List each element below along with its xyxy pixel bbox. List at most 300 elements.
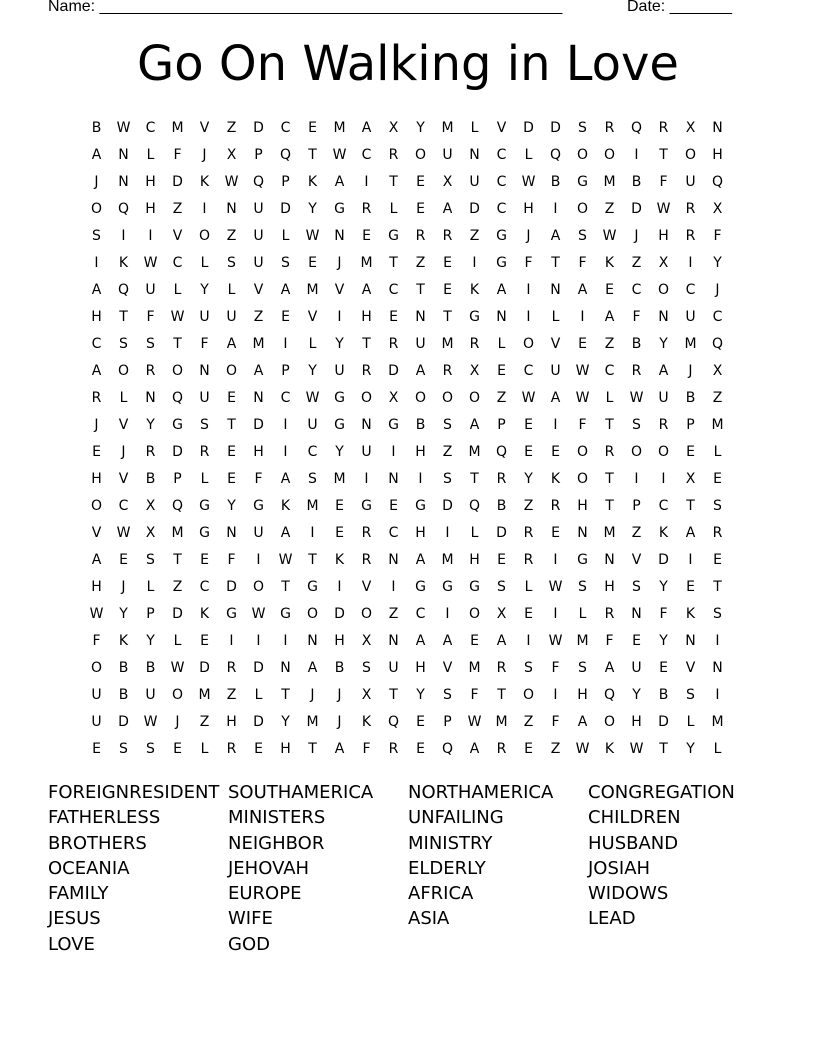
grid-letter: J [94,173,99,190]
grid-letter: D [334,605,345,622]
grid-letter: B [685,389,696,406]
grid-letter: E [578,335,587,352]
grid-letter: R [658,416,669,433]
grid-letter: D [631,200,642,217]
word-list-item: AFRICA [408,883,474,905]
grid-letter: E [389,497,398,514]
grid-letter: J [526,227,531,244]
grid-letter: X [712,200,723,217]
word-list-item [408,932,588,957]
grid-letter: H [145,173,156,190]
grid-row [83,357,731,384]
word-search-grid [83,114,731,762]
grid-letter: O [684,146,697,163]
grid-letter: M [198,686,211,703]
grid-row [83,519,731,546]
grid-letter: M [441,335,454,352]
grid-letter: E [416,200,425,217]
grid-letter: E [92,740,101,757]
grid-letter: Z [523,497,534,514]
grid-letter: S [119,335,128,352]
grid-letter: O [576,443,589,460]
grid-letter: H [577,686,588,703]
grid-letter: O [441,389,454,406]
grid-row [83,546,731,573]
word-list-item: WIFE [228,908,273,930]
grid-letter: N [469,146,480,163]
grid-letter: F [605,632,614,649]
grid-letter: H [415,443,426,460]
word-list-item [588,932,768,957]
grid-letter: Q [252,173,265,190]
grid-letter: L [524,578,533,595]
grid-letter: V [334,281,345,298]
grid-letter: E [200,551,209,568]
grid-letter: J [202,146,207,163]
grid-letter: C [523,362,534,379]
grid-letter: D [658,551,669,568]
grid-letter: W [629,740,644,757]
grid-letter: J [121,578,126,595]
grid-letter: L [308,335,317,352]
grid-letter: N [226,200,237,217]
grid-letter: H [712,146,723,163]
name-field-label: Name: ____________________________________________________ [48,0,563,15]
grid-letter: G [253,497,264,514]
grid-letter: E [524,605,533,622]
grid-letter: U [226,308,237,325]
grid-letter: R [496,659,507,676]
grid-letter: Y [335,443,344,460]
grid-letter: M [684,335,697,352]
grid-letter: K [550,470,561,487]
grid-letter: Z [253,308,264,325]
grid-letter: T [416,281,425,298]
grid-letter: W [575,740,590,757]
grid-letter: D [550,119,561,136]
grid-letter: X [469,362,480,379]
grid-letter: R [361,551,372,568]
grid-letter: K [604,254,615,271]
grid-letter: Q [630,119,643,136]
grid-letter: W [170,308,185,325]
grid-letter: J [337,254,342,271]
grid-letter: R [604,605,615,622]
grid-letter: R [469,335,480,352]
grid-letter: A [442,632,453,649]
grid-letter: L [686,713,695,730]
grid-letter: T [470,470,479,487]
grid-letter: S [362,659,371,676]
grid-letter: J [634,227,639,244]
grid-letter: H [577,497,588,514]
word-list-item: CONGREGATION [588,782,735,803]
grid-letter: L [200,254,209,271]
grid-row [83,411,731,438]
grid-letter: C [415,605,426,622]
grid-letter: L [524,146,533,163]
grid-letter: U [469,173,480,190]
grid-letter: D [118,713,129,730]
grid-letter: O [468,605,481,622]
grid-letter: F [659,173,668,190]
grid-letter: R [388,740,399,757]
grid-letter: T [551,254,560,271]
grid-letter: I [418,470,423,487]
grid-letter: W [89,605,104,622]
grid-letter: E [524,740,533,757]
grid-letter: W [656,200,671,217]
grid-letter: S [578,578,587,595]
word-list-item: NORTHAMERICA [408,782,554,803]
grid-letter: U [91,713,102,730]
grid-letter: K [685,605,696,622]
grid-letter: L [119,389,128,406]
page-title: Go On Walking in Love [137,36,679,92]
grid-letter: T [389,686,398,703]
worksheet-header [48,0,748,20]
grid-letter: W [143,713,158,730]
grid-letter: Q [117,281,130,298]
grid-letter: E [119,551,128,568]
grid-letter: Q [441,740,454,757]
grid-row [83,708,731,735]
grid-letter: H [415,524,426,541]
grid-letter: L [551,308,560,325]
grid-letter: I [310,524,315,541]
grid-letter: S [281,254,290,271]
grid-letter: R [415,227,426,244]
grid-letter: E [389,308,398,325]
grid-row [83,438,731,465]
grid-letter: I [526,308,531,325]
grid-letter: U [145,281,156,298]
grid-letter: U [199,389,210,406]
grid-letter: D [226,578,237,595]
grid-letter: H [415,659,426,676]
grid-letter: D [442,497,453,514]
grid-letter: I [364,173,369,190]
grid-letter: N [361,416,372,433]
grid-letter: R [550,497,561,514]
grid-letter: U [388,659,399,676]
grid-letter: E [335,524,344,541]
grid-letter: U [361,443,372,460]
grid-letter: N [577,524,588,541]
grid-letter: N [712,119,723,136]
grid-letter: A [550,227,561,244]
grid-letter: L [173,281,182,298]
grid-letter: N [550,281,561,298]
grid-letter: X [496,605,507,622]
grid-letter: S [227,254,236,271]
grid-letter: J [121,443,126,460]
grid-letter: A [604,659,615,676]
grid-letter: L [470,119,479,136]
grid-letter: A [604,308,615,325]
grid-letter: E [416,713,425,730]
grid-letter: A [307,659,318,676]
grid-letter: L [227,281,236,298]
grid-letter: Q [117,200,130,217]
grid-letter: G [388,227,399,244]
grid-letter: Y [308,200,317,217]
grid-letter: C [388,281,399,298]
grid-letter: I [553,551,558,568]
grid-letter: A [361,281,372,298]
grid-letter: Q [279,146,292,163]
grid-letter: G [334,200,345,217]
grid-letter: E [173,740,182,757]
grid-letter: R [496,470,507,487]
grid-letter: O [90,497,103,514]
grid-letter: Z [172,200,183,217]
grid-letter: E [308,119,317,136]
grid-letter: W [116,524,131,541]
grid-letter: W [629,389,644,406]
grid-letter: E [443,254,452,271]
grid-letter: I [553,416,558,433]
grid-letter: I [580,308,585,325]
grid-letter: N [712,659,723,676]
grid-letter: M [360,254,373,271]
grid-letter: N [253,389,264,406]
grid-letter: O [576,146,589,163]
grid-letter: X [442,173,453,190]
grid-letter: C [658,497,669,514]
grid-letter: K [118,254,129,271]
grid-letter: V [307,308,318,325]
grid-letter: W [305,389,320,406]
grid-letter: T [686,497,695,514]
grid-letter: K [280,497,291,514]
grid-letter: F [173,146,182,163]
grid-letter: K [199,605,210,622]
grid-letter: Q [603,686,616,703]
grid-letter: I [634,146,639,163]
grid-letter: Z [388,605,399,622]
grid-letter: G [496,227,507,244]
grid-letter: L [173,632,182,649]
grid-row [83,276,731,303]
grid-letter: Z [226,119,237,136]
grid-letter: K [361,713,372,730]
grid-letter: T [659,740,668,757]
grid-letter: S [578,659,587,676]
grid-letter: T [308,551,317,568]
grid-letter: S [578,119,587,136]
grid-letter: E [470,632,479,649]
grid-letter: U [307,416,318,433]
grid-letter: A [226,335,237,352]
grid-letter: A [577,281,588,298]
grid-letter: I [121,227,126,244]
grid-letter: Y [335,335,344,352]
grid-letter: E [713,551,722,568]
grid-letter: K [334,551,345,568]
grid-letter: P [281,362,290,379]
grid-letter: C [280,389,291,406]
grid-letter: O [630,443,643,460]
grid-letter: X [712,362,723,379]
grid-letter: W [521,389,536,406]
grid-row [83,330,731,357]
grid-letter: A [253,362,264,379]
grid-letter: Y [713,254,722,271]
grid-letter: D [172,173,183,190]
grid-letter: A [469,416,480,433]
grid-letter: D [172,605,183,622]
grid-letter: R [388,335,399,352]
grid-letter: V [685,659,696,676]
grid-letter: Y [146,632,155,649]
grid-letter: E [416,173,425,190]
grid-letter: O [252,578,265,595]
grid-letter: C [361,146,372,163]
grid-letter: W [251,605,266,622]
grid-row [83,627,731,654]
grid-letter: N [280,659,291,676]
grid-letter: E [227,443,236,460]
grid-letter: A [280,524,291,541]
grid-letter: Y [659,632,668,649]
grid-letter: G [388,416,399,433]
grid-letter: K [604,740,615,757]
grid-letter: C [145,119,156,136]
word-list-item: UNFAILING [408,807,504,829]
grid-letter: I [688,254,693,271]
grid-letter: D [388,362,399,379]
grid-letter: R [685,227,696,244]
grid-letter: I [526,632,531,649]
grid-letter: D [658,713,669,730]
grid-letter: R [145,443,156,460]
grid-letter: C [496,146,507,163]
grid-letter: A [577,713,588,730]
grid-letter: G [469,308,480,325]
grid-letter: T [659,146,668,163]
grid-letter: G [577,551,588,568]
grid-letter: B [550,173,561,190]
grid-letter: M [306,497,319,514]
grid-letter: C [280,119,291,136]
word-list-item: JESUS [48,908,101,930]
grid-letter: J [688,362,693,379]
grid-letter: F [362,740,371,757]
grid-letter: E [497,362,506,379]
grid-letter: I [283,632,288,649]
grid-letter: L [146,146,155,163]
grid-row [83,303,731,330]
grid-letter: N [496,308,507,325]
grid-letter: Y [416,119,425,136]
grid-letter: A [334,173,345,190]
grid-letter: S [146,551,155,568]
grid-letter: N [604,551,615,568]
grid-letter: R [361,524,372,541]
grid-letter: C [118,497,129,514]
grid-letter: I [553,605,558,622]
grid-letter: U [550,362,561,379]
word-list-item: FAMILY [48,883,109,905]
grid-letter: F [92,632,101,649]
grid-row [83,681,731,708]
grid-letter: S [443,470,452,487]
grid-letter: A [415,362,426,379]
word-list-item: LEAD [588,908,636,930]
grid-letter: I [283,335,288,352]
grid-letter: G [469,578,480,595]
grid-letter: H [604,578,615,595]
grid-letter: U [334,362,345,379]
grid-letter: Z [469,227,480,244]
grid-letter: X [658,254,669,271]
grid-letter: T [281,686,290,703]
grid-letter: F [632,308,641,325]
grid-letter: R [523,524,534,541]
grid-letter: O [576,200,589,217]
grid-letter: X [388,119,399,136]
grid-letter: R [361,200,372,217]
grid-letter: O [90,200,103,217]
grid-letter: F [551,659,560,676]
word-list-item: HUSBAND [588,832,679,854]
grid-letter: I [553,686,558,703]
grid-letter: W [548,578,563,595]
word-list-item: WIDOWS [588,883,669,905]
grid-letter: H [280,740,291,757]
grid-letter: I [94,254,99,271]
grid-row [83,735,731,762]
grid-letter: Y [281,713,290,730]
grid-letter: O [117,362,130,379]
grid-letter: N [658,308,669,325]
grid-letter: X [145,524,156,541]
grid-letter: B [415,416,426,433]
grid-letter: E [227,389,236,406]
grid-letter: V [172,227,183,244]
grid-letter: E [605,281,614,298]
grid-letter: M [306,713,319,730]
grid-letter: X [685,119,696,136]
grid-letter: M [495,713,508,730]
grid-letter: M [441,551,454,568]
grid-letter: H [91,470,102,487]
grid-letter: R [199,443,210,460]
grid-letter: Y [200,281,209,298]
grid-letter: L [713,740,722,757]
grid-letter: H [631,713,642,730]
grid-letter: C [172,254,183,271]
grid-letter: K [469,281,480,298]
grid-letter: H [469,551,480,568]
grid-letter: I [634,470,639,487]
grid-letter: Z [415,254,426,271]
grid-letter: D [253,659,264,676]
grid-letter: S [632,416,641,433]
grid-letter: A [415,551,426,568]
grid-letter: E [335,497,344,514]
grid-letter: Y [632,686,641,703]
grid-letter: N [388,470,399,487]
grid-letter: H [523,200,534,217]
grid-letter: W [575,362,590,379]
grid-letter: D [253,713,264,730]
grid-letter: E [632,632,641,649]
grid-letter: U [199,308,210,325]
grid-letter: N [307,632,318,649]
grid-letter: Z [199,713,210,730]
